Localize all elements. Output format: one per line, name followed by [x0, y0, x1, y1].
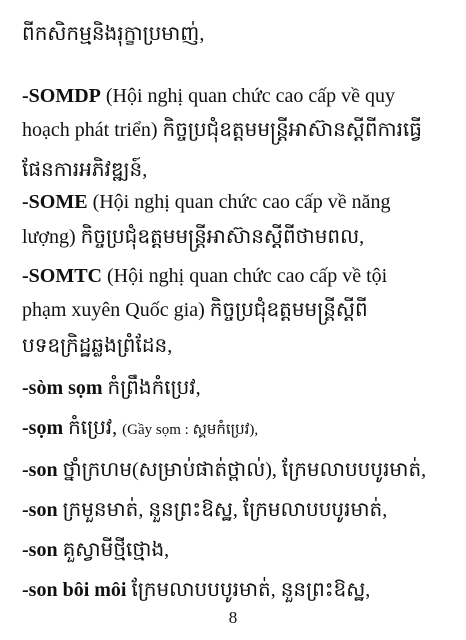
entry-term: -son [22, 499, 58, 521]
entry-line-3 [22, 120, 422, 140]
entry-text: បទឧក្រិដ្ឋឆ្លងព្រំដែន, [22, 335, 173, 357]
entry-text: phạm xuyên Quốc gia) កិច្ចប្រជុំឧត្តមមន្ត្រីស្ដីពី [22, 299, 368, 321]
entry-term: -son [22, 459, 58, 481]
entry-text: lượng) កិច្ចប្រជុំឧត្តមមន្ត្រីអាស៊ានស្ដីពីថាមពល, [22, 226, 365, 248]
entry-term: -SOMTC [22, 265, 102, 287]
entry-term: -SOMDP [22, 85, 101, 107]
entry-text: (Hội nghị quan chức cao cấp về năng [87, 191, 391, 213]
entry-line-15 [22, 580, 370, 600]
entry-line-9 [22, 336, 172, 356]
entry-line-5 [22, 192, 391, 212]
entry-text: ផែនការអភិវឌ្ឍន៍, [22, 159, 148, 181]
page-number: 8 [228, 608, 238, 627]
entry-line-6 [22, 227, 364, 247]
entry-text: ថ្នាំក្រហម(សម្រាប់ផាត់ថ្ពាល់), ក្រែមលាបបបូរមាត់, [57, 459, 427, 481]
entry-line-7 [22, 266, 387, 286]
entry-text: កំព្រឹងកំប្រេវ, [102, 377, 201, 399]
entry-text: គួស្វាមីថ្មីថ្មោង, [57, 539, 170, 561]
entry-line-4 [22, 160, 147, 180]
entry-line-8 [22, 300, 368, 320]
entry-line-10 [22, 378, 201, 398]
entry-text: ពីកសិកម្មនិងរុក្ខាប្រមាញ់, [22, 23, 205, 45]
entry-text: ក្រមួនមាត់, នួនព្រះឱស្ឋ, ក្រែមលាបបបូរមាត់, [57, 499, 388, 521]
entry-text: កំប្រេវ, [63, 417, 123, 439]
entry-term: -sọm [22, 417, 64, 439]
entry-term: -sòm sọm [22, 377, 103, 399]
entry-text: (Hội nghị quan chức cao cấp về tội [102, 265, 388, 287]
entry-term: -SOME [22, 191, 88, 213]
entry-line-13 [22, 500, 387, 520]
entry-term: -son bôi môi [22, 579, 127, 601]
entry-line-12 [22, 460, 426, 480]
entry-text: (Hội nghị quan chức cao cấp về quy [100, 85, 395, 107]
entry-note: (Gầy sọm : ស្គមកំប្រេវ), [122, 422, 259, 438]
entry-text: ក្រែមលាបបបូរមាត់, នួនព្រះឱស្ឋ, [126, 579, 371, 601]
entry-line-2 [22, 86, 395, 106]
entry-term: -son [22, 539, 58, 561]
entry-text: hoạch phát triển) កិច្ចប្រជុំឧត្តមមន្ត្រីអាស៊ានស្ដីពីការធ្វើ [22, 119, 422, 141]
entry-line-1 [22, 24, 204, 44]
entry-line-14 [22, 540, 169, 560]
entry-line-11 [22, 418, 258, 440]
